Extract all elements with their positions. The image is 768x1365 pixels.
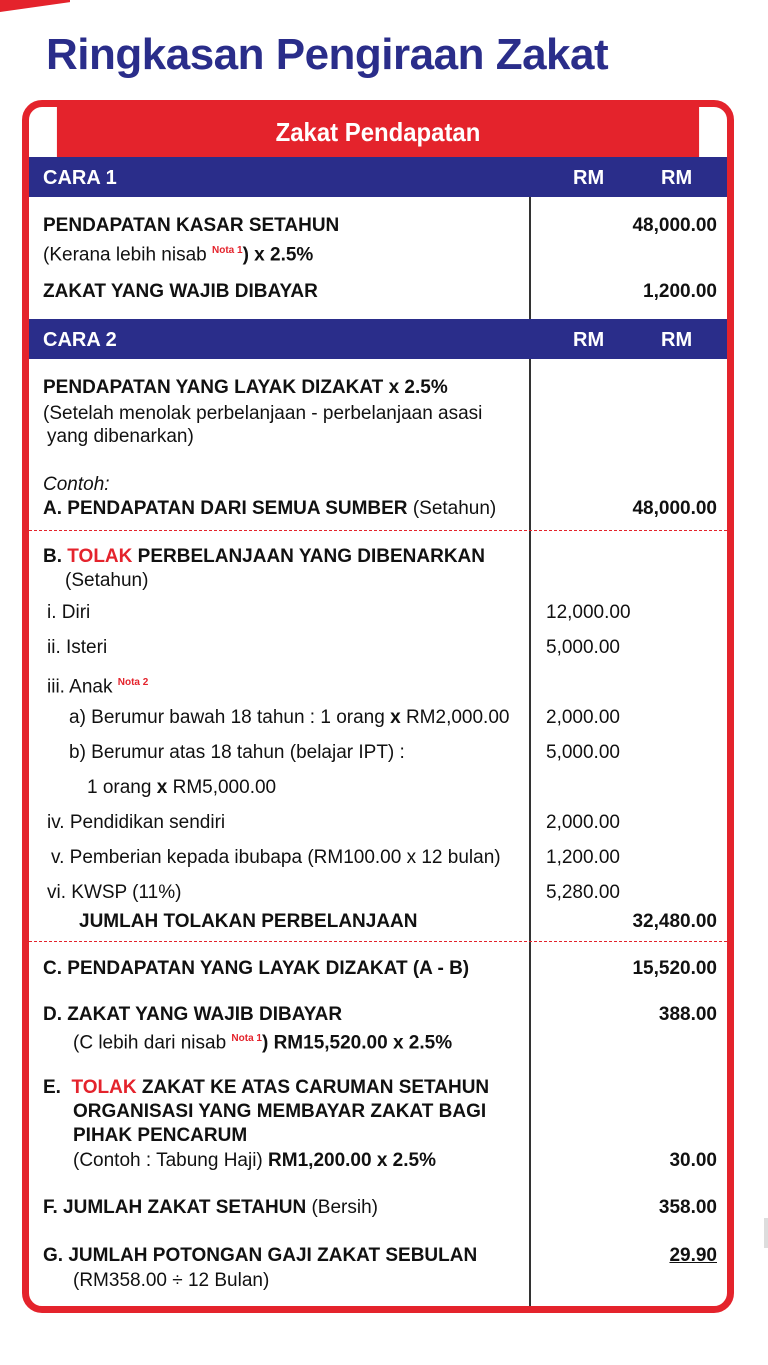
section-a-value: 48,000.00 xyxy=(632,498,717,519)
item-anak-b-value: 5,000.00 xyxy=(546,742,620,763)
gross-value: 48,000.00 xyxy=(632,215,717,236)
item-ibubapa: v. Pemberian kepada ibubapa (RM100.00 x 12 bulan) xyxy=(51,847,501,868)
section-a-label: A. PENDAPATAN DARI SEMUA SUMBER (Setahun) xyxy=(43,498,497,519)
section-g-label: G. JUMLAH POTONGAN GAJI ZAKAT SEBULAN xyxy=(43,1245,478,1266)
item-kwsp-value: 5,280.00 xyxy=(546,882,620,903)
section-e-line3: PIHAK PENCARUM xyxy=(73,1125,248,1146)
section-g-value: 29.90 xyxy=(669,1245,717,1266)
divider xyxy=(29,941,727,942)
section-e-line1: E. TOLAK ZAKAT KE ATAS CARUMAN SETAHUN xyxy=(43,1077,490,1098)
item-anak-b-detail: 1 orang x RM5,000.00 xyxy=(87,777,277,798)
section-b-sub: (Setahun) xyxy=(65,570,149,591)
section-d-label: D. ZAKAT YANG WAJIB DIBAYAR xyxy=(43,1004,343,1025)
item-diri-value: 12,000.00 xyxy=(546,602,631,623)
edge-mark xyxy=(764,1218,768,1248)
item-anak-a-value: 2,000.00 xyxy=(546,707,620,728)
section-d-note: (C lebih dari nisab $^{Nota 1}$) RM15,520.00 x 2.5% xyxy=(73,1032,453,1054)
jumlah-tolakan-label: JUMLAH TOLAKAN PERBELANJAAN xyxy=(79,911,418,932)
section-e-note: (Contoh : Tabung Haji) RM1,200.00 x 2.5% xyxy=(73,1150,436,1171)
section-e-value: 30.00 xyxy=(669,1150,717,1171)
item-anak-b: b) Berumur atas 18 tahun (belajar IPT) : xyxy=(69,742,405,763)
item-anak: iii. Anak $^{Nota 2}$ xyxy=(47,676,149,698)
cara1-zakat-label: ZAKAT YANG WAJIB DIBAYAR xyxy=(43,281,318,302)
cara1-rm2: RM xyxy=(661,167,693,189)
item-anak-a: a) Berumur bawah 18 tahun : 1 orang x RM2,000.00 xyxy=(69,707,510,728)
item-ibubapa-value: 1,200.00 xyxy=(546,847,620,868)
example-label: Contoh: xyxy=(43,474,110,495)
cara1-label: CARA 1 xyxy=(43,167,117,189)
cara1-header xyxy=(29,157,727,197)
item-diri: i. Diri xyxy=(47,602,91,623)
section-e-line2: ORGANISASI YANG MEMBAYAR ZAKAT BAGI xyxy=(73,1101,487,1122)
card-title: Zakat Pendapatan xyxy=(57,107,699,157)
zakat-card xyxy=(22,100,734,1313)
section-g-note: (RM358.00 ÷ 12 Bulan) xyxy=(73,1270,270,1291)
cara2-heading: PENDAPATAN YANG LAYAK DIZAKAT x 2.5% xyxy=(43,377,448,398)
cara2-rm2: RM xyxy=(661,329,693,351)
item-kwsp: vi. KWSP (11%) xyxy=(47,882,182,903)
corner-decoration xyxy=(0,0,70,12)
cara2-heading-note2: yang dibenarkan) xyxy=(47,426,194,447)
section-d-value: 388.00 xyxy=(658,1004,717,1025)
cara2-rm1: RM xyxy=(573,329,605,351)
cara1-zakat-value: 1,200.00 xyxy=(643,281,717,302)
cara2-header xyxy=(29,319,727,359)
item-pendidikan-value: 2,000.00 xyxy=(546,812,620,833)
section-c-value: 15,520.00 xyxy=(632,958,717,979)
cara2-heading-note1: (Setelah menolak perbelanjaan - perbelanjaan asasi xyxy=(43,403,483,424)
section-c-label: C. PENDAPATAN YANG LAYAK DIZAKAT (A - B) xyxy=(43,958,470,979)
item-isteri-value: 5,000.00 xyxy=(546,637,620,658)
item-pendidikan: iv. Pendidikan sendiri xyxy=(47,812,226,833)
cara1-rm1: RM xyxy=(573,167,605,189)
item-isteri: ii. Isteri xyxy=(47,637,108,658)
gross-note: (Kerana lebih nisab $^{Nota 1}$) x 2.5% xyxy=(43,244,314,266)
section-f-label: F. JUMLAH ZAKAT SETAHUN (Bersih) xyxy=(43,1197,378,1218)
gross-label: PENDAPATAN KASAR SETAHUN xyxy=(43,215,340,236)
page-title: Ringkasan Pengiraan Zakat xyxy=(46,30,609,79)
section-f-value: 358.00 xyxy=(658,1197,717,1218)
cara2-label: CARA 2 xyxy=(43,329,117,351)
section-b-label: B. TOLAK PERBELANJAAN YANG DIBENARKAN xyxy=(43,546,485,567)
jumlah-tolakan-value: 32,480.00 xyxy=(632,911,717,932)
divider xyxy=(29,530,727,531)
